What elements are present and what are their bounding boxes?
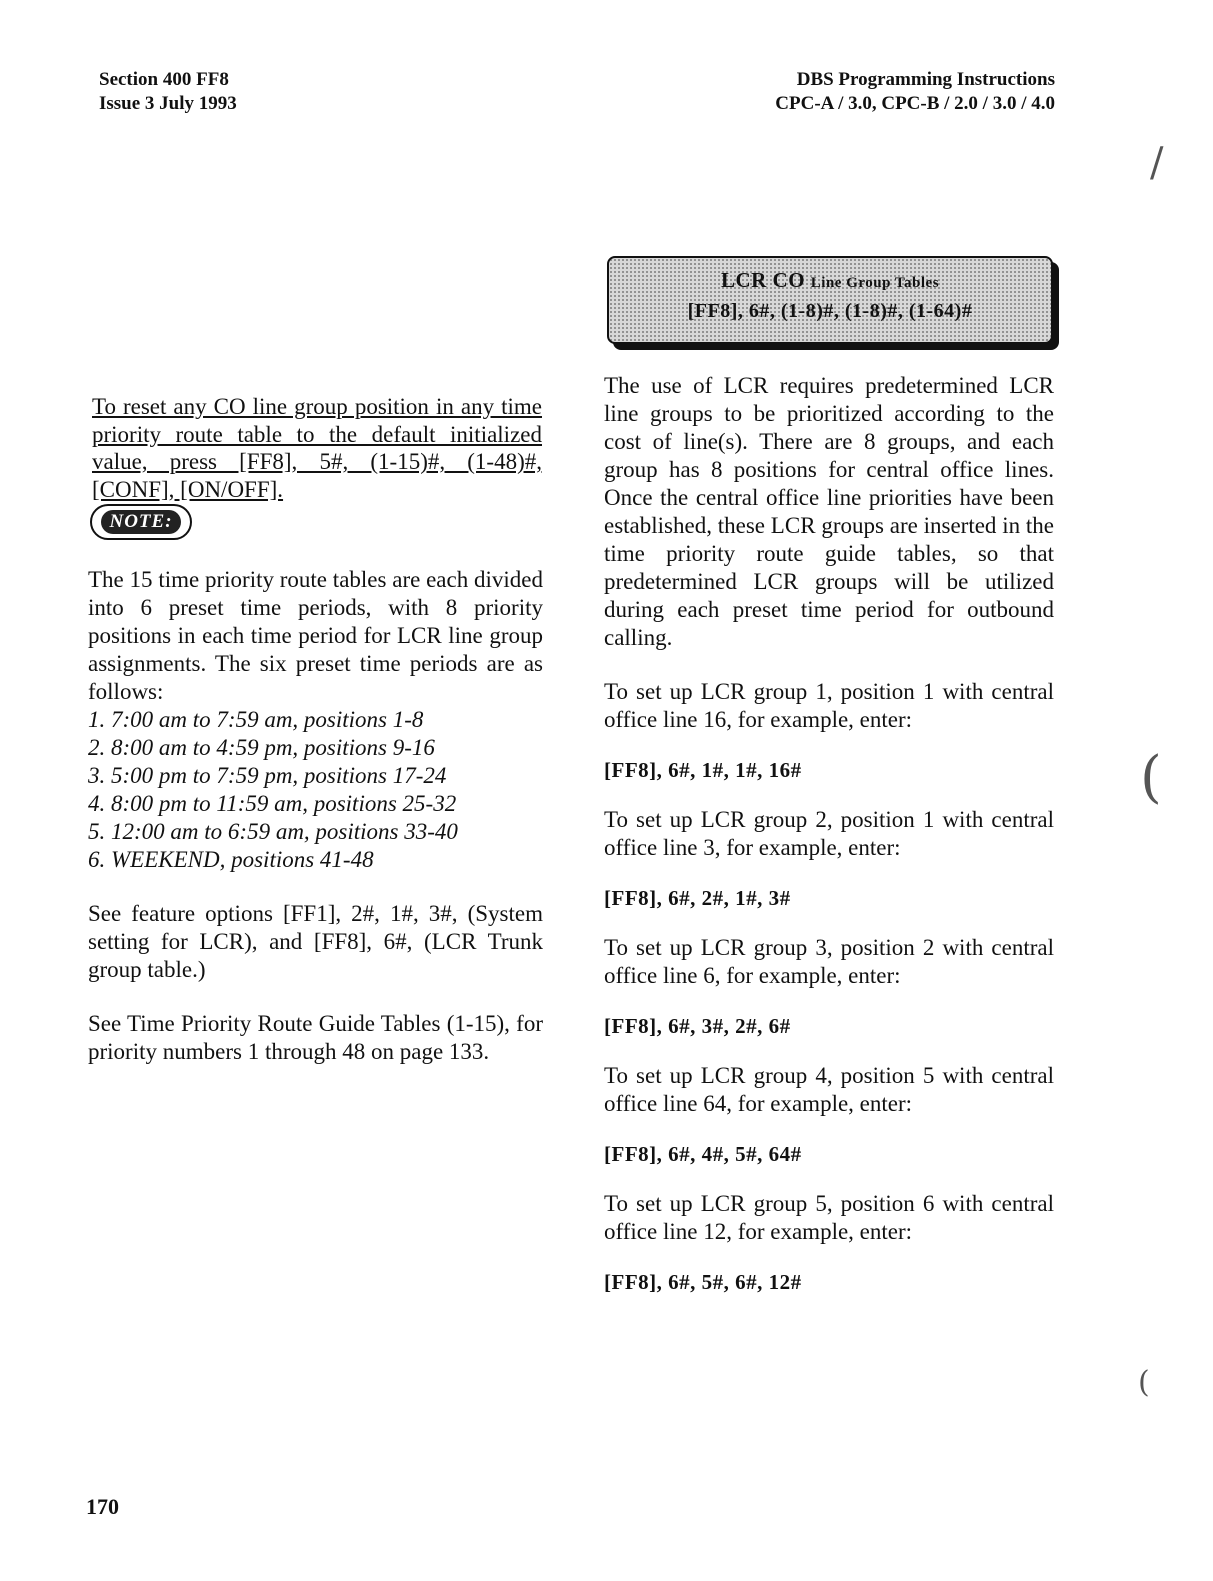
note-label: NOTE: [101, 510, 180, 534]
see-time-priority: See Time Priority Route Guide Tables (1-15), for priority numbers 1 through 48 on page 133. [88, 1011, 543, 1064]
section-label: Section 400 FF8 [99, 69, 229, 90]
issue-label: Issue 3 July 1993 [99, 93, 237, 114]
period-item: 2. 8:00 am to 4:59 pm, positions 9-16 [88, 735, 435, 760]
scan-mark: ( [1140, 745, 1162, 810]
lcr-intro: The use of LCR requires predetermined LCR line groups to be prioritized according to the cost of line(s). There are 8 groups, and each group has 8 positions for central office lines. Once the central office line priorities have been established, these LCR groups are inserted in the time priority route guide tables, so that predetermined LCR groups will be utilized during each preset time period for outbound calling. [604, 373, 1054, 650]
example-text: To set up LCR group 2, position 1 with central office line 3, for example, enter: [604, 807, 1054, 860]
example-command: [FF8], 6#, 3#, 2#, 6# [604, 1014, 791, 1038]
banner-command: [FF8], 6#, (1-8)#, (1-8)#, (1-64)# [687, 300, 973, 322]
example-text: To set up LCR group 3, position 2 with central office line 6, for example, enter: [604, 935, 1054, 988]
note-badge [90, 504, 192, 540]
example-text: To set up LCR group 5, position 6 with central office line 12, for example, enter: [604, 1191, 1054, 1244]
example-text: To set up LCR group 4, position 5 with central office line 64, for example, enter: [604, 1063, 1054, 1116]
example-command: [FF8], 6#, 4#, 5#, 64# [604, 1142, 802, 1166]
example-command: [FF8], 6#, 5#, 6#, 12# [604, 1270, 802, 1294]
period-item: 1. 7:00 am to 7:59 am, positions 1-8 [88, 707, 424, 732]
period-item: 6. WEEKEND, positions 41-48 [88, 847, 374, 872]
header-left [99, 68, 237, 116]
doc-versions: CPC-A / 3.0, CPC-B / 2.0 / 3.0 / 4.0 [775, 93, 1055, 114]
see-feature-options: See feature options [FF1], 2#, 1#, 3#, (System setting for LCR), and [FF8], 6#, (LCR Trunk group table.) [88, 901, 543, 982]
scan-mark: ( [1138, 1365, 1150, 1400]
note-intro: The 15 time priority route tables are each divided into 6 preset time periods, with 8 priority positions in each time period for LCR line group assignments. The six preset time periods are as follows: [88, 567, 543, 704]
header-right [775, 68, 1055, 116]
reset-instruction: To reset any CO line group position in any time priority route table to the default initialized value, press [FF8], 5#, (1-15)#, (1-48)#, [CONF], [ON/OFF]. [92, 394, 542, 502]
left-column [88, 566, 543, 1066]
doc-title: DBS Programming Instructions [796, 69, 1055, 90]
right-column [604, 372, 1054, 1296]
period-item: 3. 5:00 pm to 7:59 pm, positions 17-24 [88, 763, 447, 788]
example-command: [FF8], 6#, 2#, 1#, 3# [604, 886, 791, 910]
section-banner [607, 256, 1053, 344]
scan-mark: / [1150, 140, 1164, 186]
example-text: To set up LCR group 1, position 1 with central office line 16, for example, enter: [604, 679, 1054, 732]
period-item: 4. 8:00 pm to 11:59 am, positions 25-32 [88, 791, 457, 816]
period-item: 5. 12:00 am to 6:59 am, positions 33-40 [88, 819, 458, 844]
example-command: [FF8], 6#, 1#, 1#, 16# [604, 758, 802, 782]
banner-title: LCR CO Line Group Tables [720, 268, 940, 292]
page-number: 170 [86, 1494, 119, 1519]
